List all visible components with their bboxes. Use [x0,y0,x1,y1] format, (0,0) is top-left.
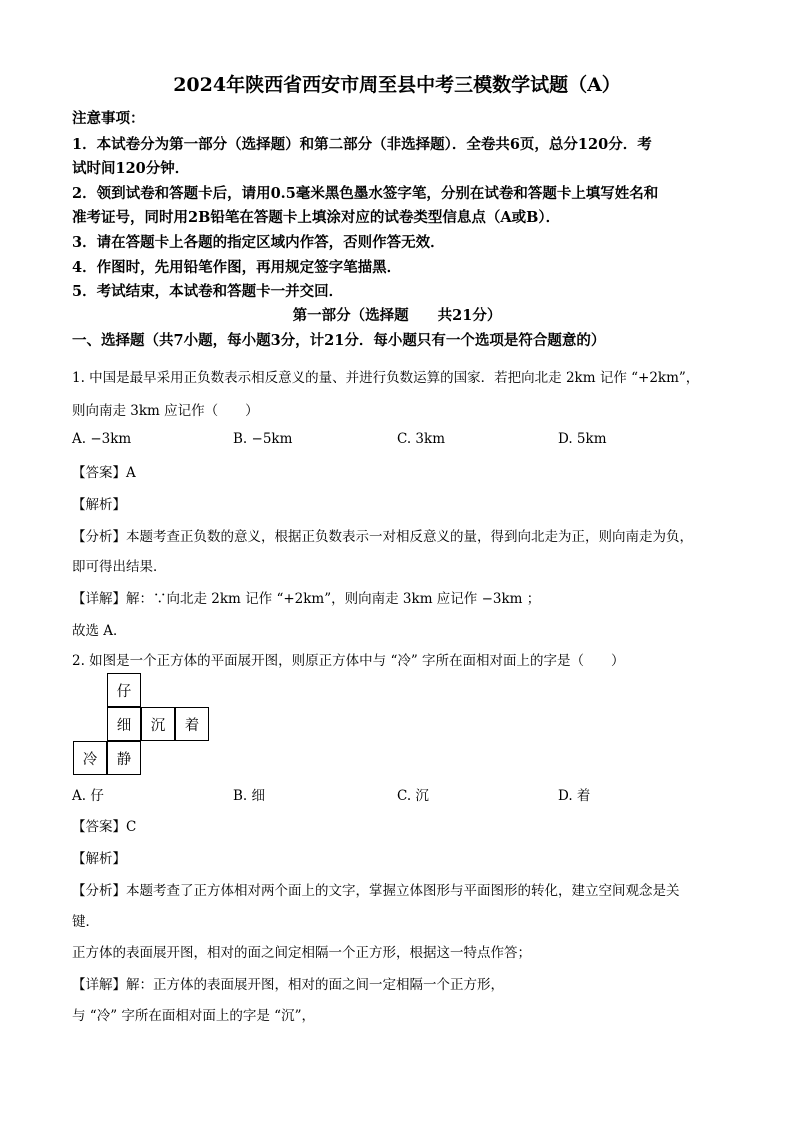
q2-detail-line2: 与 “冷” 字所在面相对面上的字是 “沉”， [72,1008,315,1024]
notice-item-2-cont: 准考证号，同时用2B铅笔在答题卡上填涂对应的试卷类型信息点（A或B）． [72,209,561,226]
net-cell-bottom-1: 冷 [73,741,107,775]
part-heading: 第一部分（选择题 共21分） [292,307,502,324]
q1-option-d: D. 5km [558,431,607,447]
q2-option-d: D. 着 [558,788,591,804]
q1-stem-line1: 1. 中国是最早采用正负数表示相反意义的量、并进行负数运算的国家．若把向北走 2km 记作 “+2km”， [72,370,700,386]
notice-item-2: 2．领到试卷和答题卡后，请用0.5毫米黑色墨水签字笔，分别在试卷和答题卡上填写姓名和 [72,185,659,202]
cube-net-figure [72,673,212,777]
notice-item-1: 1．本试卷分为第一部分（选择题）和第二部分（非选择题）．全卷共6页，总分120分．考 [72,136,652,153]
q1-conclusion: 故选 A． [72,623,127,639]
notice-heading: 注意事项： [72,110,145,127]
notice-item-5: 5．考试结束，本试卷和答题卡一并交回． [72,283,344,300]
q2-option-a: A. 仔 [72,788,104,804]
q2-option-c: C. 沉 [397,788,429,804]
q1-option-b: B. −5km [233,431,293,447]
q2-analysis-line1: 【分析】本题考查了正方体相对两个面上的文字，掌握立体图形与平面图形的转化，建立空间观念是关 [72,883,680,899]
net-cell-mid-2: 沉 [141,707,175,741]
q1-answer: 【答案】A [72,465,136,481]
q1-option-c: C. 3km [397,431,446,447]
q1-stem-line2: 则向南走 3km 应记作（ ） [72,403,259,419]
q1-option-a: A. −3km [72,431,132,447]
q2-analysis-line3: 正方体的表面展开图，相对的面之间定相隔一个正方形，根据这一特点作答； [72,945,531,961]
notice-item-1-cont: 试时间120分钟． [72,160,190,177]
q2-analysis-line2: 键． [72,914,99,930]
net-cell-mid-1: 细 [107,707,141,741]
q1-analysis-line1: 【分析】本题考查正负数的意义，根据正负数表示一对相反意义的量，得到向北走为正，则向南走为负， [72,529,693,545]
q2-answer: 【答案】C [72,819,137,835]
net-cell-mid-3: 着 [175,707,209,741]
q2-option-b: B. 细 [233,788,266,804]
q2-detail-line1: 【详解】解：正方体的表面展开图，相对的面之间一定相隔一个正方形， [72,977,504,993]
section-heading: 一、选择题（共7小题，每小题3分，计21分．每小题只有一个选项是符合题意的） [72,332,606,349]
q1-analysis-label: 【解析】 [72,497,126,513]
q2-analysis-label: 【解析】 [72,851,126,867]
page-title: 2024年陕西省西安市周至县中考三模数学试题（A） [173,74,621,96]
notice-item-3: 3．请在答题卡上各题的指定区域内作答，否则作答无效． [72,234,445,251]
q1-analysis-line2: 即可得出结果． [72,559,167,575]
net-cell-bottom-2: 静 [107,741,141,775]
net-cell-top: 仔 [107,673,141,707]
notice-item-4: 4．作图时，先用铅笔作图，再用规定签字笔描黑． [72,259,402,276]
q1-detail: 【详解】解：∵向北走 2km 记作 “+2km”，则向南走 3km 应记作 −3km ； [72,591,541,607]
q2-stem: 2. 如图是一个正方体的平面展开图，则原正方体中与 “冷” 字所在面相对面上的字是（ ） [72,653,625,669]
